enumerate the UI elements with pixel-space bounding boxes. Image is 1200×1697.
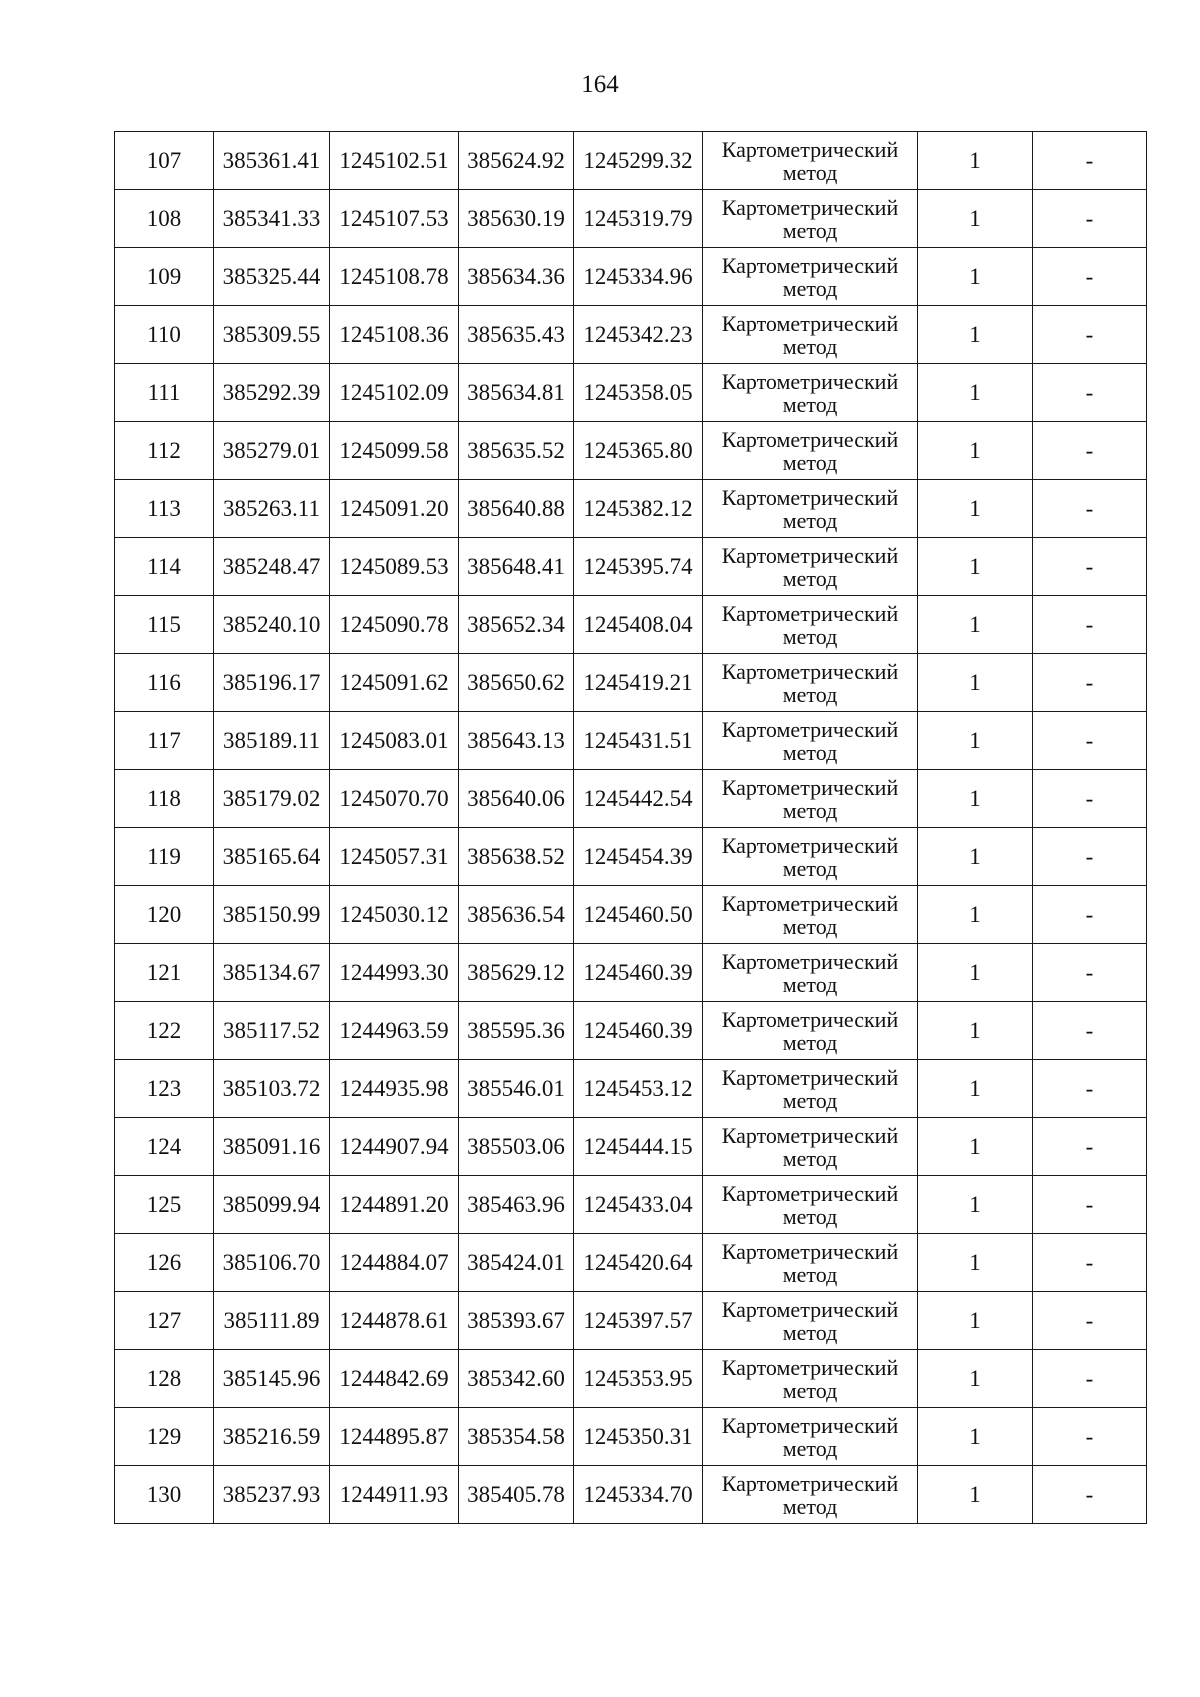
dash-cell: - xyxy=(1033,1002,1147,1060)
method-cell: Картометрический метод xyxy=(703,770,918,828)
dash-cell: - xyxy=(1033,1118,1147,1176)
y2-coordinate-cell: 1245420.64 xyxy=(574,1234,703,1292)
dash-cell: - xyxy=(1033,132,1147,190)
y2-coordinate-cell: 1245358.05 xyxy=(574,364,703,422)
value-cell: 1 xyxy=(918,1176,1033,1234)
x2-coordinate-cell: 385546.01 xyxy=(459,1060,574,1118)
dash-cell: - xyxy=(1033,712,1147,770)
method-cell: Картометрический метод xyxy=(703,1350,918,1408)
point-number-cell: 116 xyxy=(115,654,214,712)
x1-coordinate-cell: 385309.55 xyxy=(214,306,330,364)
y2-coordinate-cell: 1245460.39 xyxy=(574,1002,703,1060)
value-cell: 1 xyxy=(918,538,1033,596)
table-row xyxy=(115,1234,1147,1292)
y2-coordinate-cell: 1245334.70 xyxy=(574,1466,703,1524)
method-cell: Картометрический метод xyxy=(703,1466,918,1524)
value-cell: 1 xyxy=(918,422,1033,480)
dash-cell: - xyxy=(1033,538,1147,596)
x2-coordinate-cell: 385624.92 xyxy=(459,132,574,190)
value-cell: 1 xyxy=(918,248,1033,306)
value-cell: 1 xyxy=(918,770,1033,828)
method-cell: Картометрический метод xyxy=(703,480,918,538)
dash-cell: - xyxy=(1033,364,1147,422)
method-cell: Картометрический метод xyxy=(703,944,918,1002)
x1-coordinate-cell: 385189.11 xyxy=(214,712,330,770)
point-number-cell: 109 xyxy=(115,248,214,306)
table-row xyxy=(115,538,1147,596)
table-row xyxy=(115,306,1147,364)
dash-cell: - xyxy=(1033,1234,1147,1292)
table-body xyxy=(115,132,1147,1524)
y1-coordinate-cell: 1245091.62 xyxy=(330,654,459,712)
y1-coordinate-cell: 1245102.51 xyxy=(330,132,459,190)
table-row xyxy=(115,1408,1147,1466)
y2-coordinate-cell: 1245395.74 xyxy=(574,538,703,596)
value-cell: 1 xyxy=(918,712,1033,770)
y1-coordinate-cell: 1245090.78 xyxy=(330,596,459,654)
method-cell: Картометрический метод xyxy=(703,190,918,248)
y2-coordinate-cell: 1245460.50 xyxy=(574,886,703,944)
dash-cell: - xyxy=(1033,1292,1147,1350)
method-cell: Картометрический метод xyxy=(703,596,918,654)
dash-cell: - xyxy=(1033,944,1147,1002)
point-number-cell: 127 xyxy=(115,1292,214,1350)
x2-coordinate-cell: 385640.88 xyxy=(459,480,574,538)
value-cell: 1 xyxy=(918,1350,1033,1408)
table-row xyxy=(115,1292,1147,1350)
y2-coordinate-cell: 1245454.39 xyxy=(574,828,703,886)
x1-coordinate-cell: 385165.64 xyxy=(214,828,330,886)
x2-coordinate-cell: 385638.52 xyxy=(459,828,574,886)
value-cell: 1 xyxy=(918,944,1033,1002)
point-number-cell: 129 xyxy=(115,1408,214,1466)
y2-coordinate-cell: 1245460.39 xyxy=(574,944,703,1002)
x2-coordinate-cell: 385650.62 xyxy=(459,654,574,712)
y1-coordinate-cell: 1245070.70 xyxy=(330,770,459,828)
y1-coordinate-cell: 1245089.53 xyxy=(330,538,459,596)
method-cell: Картометрический метод xyxy=(703,248,918,306)
y2-coordinate-cell: 1245334.96 xyxy=(574,248,703,306)
dash-cell: - xyxy=(1033,480,1147,538)
value-cell: 1 xyxy=(918,1234,1033,1292)
y1-coordinate-cell: 1245030.12 xyxy=(330,886,459,944)
value-cell: 1 xyxy=(918,596,1033,654)
x1-coordinate-cell: 385179.02 xyxy=(214,770,330,828)
table-row xyxy=(115,712,1147,770)
dash-cell: - xyxy=(1033,596,1147,654)
y1-coordinate-cell: 1244993.30 xyxy=(330,944,459,1002)
y2-coordinate-cell: 1245442.54 xyxy=(574,770,703,828)
method-cell: Картометрический метод xyxy=(703,1060,918,1118)
dash-cell: - xyxy=(1033,248,1147,306)
value-cell: 1 xyxy=(918,1060,1033,1118)
value-cell: 1 xyxy=(918,654,1033,712)
x1-coordinate-cell: 385361.41 xyxy=(214,132,330,190)
point-number-cell: 110 xyxy=(115,306,214,364)
x2-coordinate-cell: 385636.54 xyxy=(459,886,574,944)
y2-coordinate-cell: 1245353.95 xyxy=(574,1350,703,1408)
y2-coordinate-cell: 1245453.12 xyxy=(574,1060,703,1118)
y2-coordinate-cell: 1245365.80 xyxy=(574,422,703,480)
y2-coordinate-cell: 1245319.79 xyxy=(574,190,703,248)
point-number-cell: 120 xyxy=(115,886,214,944)
y1-coordinate-cell: 1244963.59 xyxy=(330,1002,459,1060)
y2-coordinate-cell: 1245350.31 xyxy=(574,1408,703,1466)
value-cell: 1 xyxy=(918,1002,1033,1060)
y2-coordinate-cell: 1245444.15 xyxy=(574,1118,703,1176)
x2-coordinate-cell: 385342.60 xyxy=(459,1350,574,1408)
y1-coordinate-cell: 1244907.94 xyxy=(330,1118,459,1176)
x2-coordinate-cell: 385652.34 xyxy=(459,596,574,654)
value-cell: 1 xyxy=(918,1466,1033,1524)
value-cell: 1 xyxy=(918,306,1033,364)
x1-coordinate-cell: 385279.01 xyxy=(214,422,330,480)
table-row xyxy=(115,1176,1147,1234)
x2-coordinate-cell: 385635.43 xyxy=(459,306,574,364)
method-cell: Картометрический метод xyxy=(703,1118,918,1176)
table-row xyxy=(115,886,1147,944)
x1-coordinate-cell: 385117.52 xyxy=(214,1002,330,1060)
x1-coordinate-cell: 385099.94 xyxy=(214,1176,330,1234)
dash-cell: - xyxy=(1033,1408,1147,1466)
method-cell: Картометрический метод xyxy=(703,364,918,422)
dash-cell: - xyxy=(1033,886,1147,944)
method-cell: Картометрический метод xyxy=(703,538,918,596)
point-number-cell: 130 xyxy=(115,1466,214,1524)
point-number-cell: 107 xyxy=(115,132,214,190)
table-row xyxy=(115,364,1147,422)
table-row xyxy=(115,770,1147,828)
x1-coordinate-cell: 385341.33 xyxy=(214,190,330,248)
point-number-cell: 119 xyxy=(115,828,214,886)
table-row xyxy=(115,1118,1147,1176)
table-row xyxy=(115,596,1147,654)
x1-coordinate-cell: 385325.44 xyxy=(214,248,330,306)
value-cell: 1 xyxy=(918,132,1033,190)
method-cell: Картометрический метод xyxy=(703,1002,918,1060)
method-cell: Картометрический метод xyxy=(703,712,918,770)
point-number-cell: 118 xyxy=(115,770,214,828)
method-cell: Картометрический метод xyxy=(703,306,918,364)
table-row xyxy=(115,654,1147,712)
table-row xyxy=(115,480,1147,538)
x1-coordinate-cell: 385134.67 xyxy=(214,944,330,1002)
x2-coordinate-cell: 385635.52 xyxy=(459,422,574,480)
y1-coordinate-cell: 1245108.36 xyxy=(330,306,459,364)
x2-coordinate-cell: 385424.01 xyxy=(459,1234,574,1292)
x1-coordinate-cell: 385292.39 xyxy=(214,364,330,422)
point-number-cell: 114 xyxy=(115,538,214,596)
table-row xyxy=(115,248,1147,306)
x2-coordinate-cell: 385648.41 xyxy=(459,538,574,596)
y2-coordinate-cell: 1245419.21 xyxy=(574,654,703,712)
x2-coordinate-cell: 385393.67 xyxy=(459,1292,574,1350)
y1-coordinate-cell: 1244884.07 xyxy=(330,1234,459,1292)
dash-cell: - xyxy=(1033,1060,1147,1118)
dash-cell: - xyxy=(1033,654,1147,712)
table-row xyxy=(115,132,1147,190)
method-cell: Картометрический метод xyxy=(703,422,918,480)
x1-coordinate-cell: 385145.96 xyxy=(214,1350,330,1408)
value-cell: 1 xyxy=(918,190,1033,248)
x1-coordinate-cell: 385263.11 xyxy=(214,480,330,538)
y2-coordinate-cell: 1245431.51 xyxy=(574,712,703,770)
x2-coordinate-cell: 385463.96 xyxy=(459,1176,574,1234)
value-cell: 1 xyxy=(918,1118,1033,1176)
method-cell: Картометрический метод xyxy=(703,1292,918,1350)
x1-coordinate-cell: 385248.47 xyxy=(214,538,330,596)
point-number-cell: 126 xyxy=(115,1234,214,1292)
y1-coordinate-cell: 1244895.87 xyxy=(330,1408,459,1466)
dash-cell: - xyxy=(1033,1466,1147,1524)
point-number-cell: 125 xyxy=(115,1176,214,1234)
table-row xyxy=(115,1060,1147,1118)
point-number-cell: 113 xyxy=(115,480,214,538)
point-number-cell: 117 xyxy=(115,712,214,770)
y1-coordinate-cell: 1244842.69 xyxy=(330,1350,459,1408)
x2-coordinate-cell: 385634.36 xyxy=(459,248,574,306)
x1-coordinate-cell: 385103.72 xyxy=(214,1060,330,1118)
dash-cell: - xyxy=(1033,190,1147,248)
y1-coordinate-cell: 1244891.20 xyxy=(330,1176,459,1234)
y2-coordinate-cell: 1245299.32 xyxy=(574,132,703,190)
table-row xyxy=(115,190,1147,248)
dash-cell: - xyxy=(1033,422,1147,480)
table-row xyxy=(115,828,1147,886)
x1-coordinate-cell: 385237.93 xyxy=(214,1466,330,1524)
table-row xyxy=(115,944,1147,1002)
dash-cell: - xyxy=(1033,1176,1147,1234)
table-row xyxy=(115,1002,1147,1060)
y1-coordinate-cell: 1245107.53 xyxy=(330,190,459,248)
value-cell: 1 xyxy=(918,364,1033,422)
y1-coordinate-cell: 1245108.78 xyxy=(330,248,459,306)
value-cell: 1 xyxy=(918,1408,1033,1466)
y1-coordinate-cell: 1245057.31 xyxy=(330,828,459,886)
page-number: 164 xyxy=(581,71,619,98)
x2-coordinate-cell: 385643.13 xyxy=(459,712,574,770)
method-cell: Картометрический метод xyxy=(703,828,918,886)
y1-coordinate-cell: 1245083.01 xyxy=(330,712,459,770)
method-cell: Картометрический метод xyxy=(703,1408,918,1466)
y1-coordinate-cell: 1244935.98 xyxy=(330,1060,459,1118)
point-number-cell: 112 xyxy=(115,422,214,480)
point-number-cell: 122 xyxy=(115,1002,214,1060)
y1-coordinate-cell: 1245102.09 xyxy=(330,364,459,422)
x2-coordinate-cell: 385354.58 xyxy=(459,1408,574,1466)
method-cell: Картометрический метод xyxy=(703,1176,918,1234)
coordinates-table xyxy=(114,131,1147,1524)
x1-coordinate-cell: 385106.70 xyxy=(214,1234,330,1292)
point-number-cell: 128 xyxy=(115,1350,214,1408)
y2-coordinate-cell: 1245408.04 xyxy=(574,596,703,654)
y1-coordinate-cell: 1244878.61 xyxy=(330,1292,459,1350)
x2-coordinate-cell: 385630.19 xyxy=(459,190,574,248)
x2-coordinate-cell: 385634.81 xyxy=(459,364,574,422)
x1-coordinate-cell: 385150.99 xyxy=(214,886,330,944)
x1-coordinate-cell: 385091.16 xyxy=(214,1118,330,1176)
y1-coordinate-cell: 1244911.93 xyxy=(330,1466,459,1524)
dash-cell: - xyxy=(1033,828,1147,886)
point-number-cell: 108 xyxy=(115,190,214,248)
y2-coordinate-cell: 1245342.23 xyxy=(574,306,703,364)
method-cell: Картометрический метод xyxy=(703,1234,918,1292)
x2-coordinate-cell: 385629.12 xyxy=(459,944,574,1002)
x2-coordinate-cell: 385503.06 xyxy=(459,1118,574,1176)
dash-cell: - xyxy=(1033,1350,1147,1408)
y2-coordinate-cell: 1245397.57 xyxy=(574,1292,703,1350)
value-cell: 1 xyxy=(918,1292,1033,1350)
point-number-cell: 111 xyxy=(115,364,214,422)
x1-coordinate-cell: 385216.59 xyxy=(214,1408,330,1466)
method-cell: Картометрический метод xyxy=(703,132,918,190)
value-cell: 1 xyxy=(918,886,1033,944)
table-row xyxy=(115,1466,1147,1524)
method-cell: Картометрический метод xyxy=(703,886,918,944)
y2-coordinate-cell: 1245433.04 xyxy=(574,1176,703,1234)
y2-coordinate-cell: 1245382.12 xyxy=(574,480,703,538)
point-number-cell: 115 xyxy=(115,596,214,654)
point-number-cell: 123 xyxy=(115,1060,214,1118)
method-cell: Картометрический метод xyxy=(703,654,918,712)
point-number-cell: 121 xyxy=(115,944,214,1002)
table-row xyxy=(115,1350,1147,1408)
x2-coordinate-cell: 385640.06 xyxy=(459,770,574,828)
table-row xyxy=(115,422,1147,480)
value-cell: 1 xyxy=(918,480,1033,538)
y1-coordinate-cell: 1245099.58 xyxy=(330,422,459,480)
point-number-cell: 124 xyxy=(115,1118,214,1176)
value-cell: 1 xyxy=(918,828,1033,886)
x1-coordinate-cell: 385111.89 xyxy=(214,1292,330,1350)
y1-coordinate-cell: 1245091.20 xyxy=(330,480,459,538)
dash-cell: - xyxy=(1033,770,1147,828)
x2-coordinate-cell: 385595.36 xyxy=(459,1002,574,1060)
x1-coordinate-cell: 385196.17 xyxy=(214,654,330,712)
x2-coordinate-cell: 385405.78 xyxy=(459,1466,574,1524)
dash-cell: - xyxy=(1033,306,1147,364)
x1-coordinate-cell: 385240.10 xyxy=(214,596,330,654)
